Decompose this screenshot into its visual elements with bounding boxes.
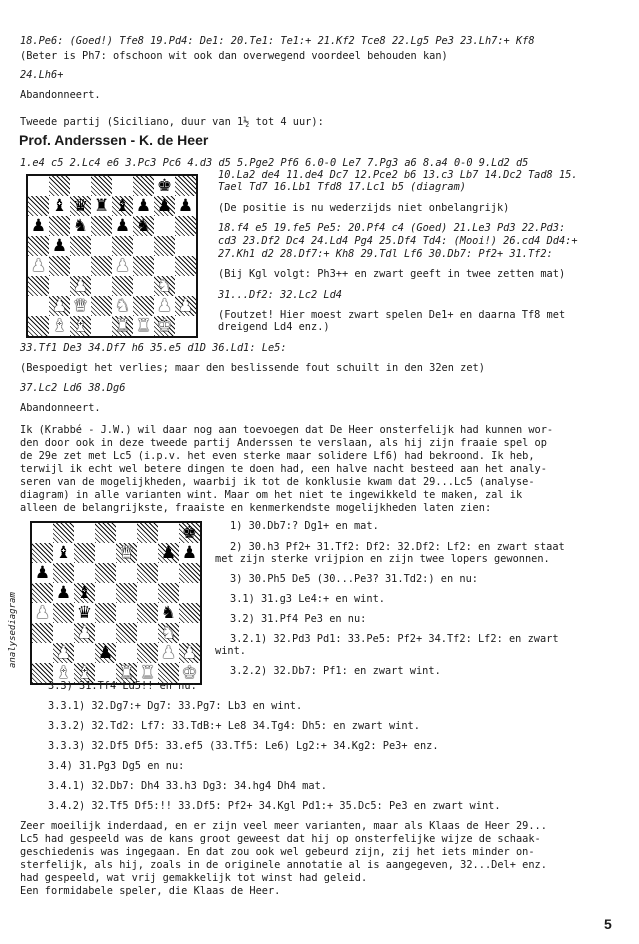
board-square: [28, 196, 49, 216]
board-square: [95, 543, 116, 563]
move-line: Tael Td7 16.Lb1 Tfd8 17.Lc1 b5 (diagram): [218, 181, 466, 193]
board-square: [95, 623, 116, 643]
board-square: [133, 236, 154, 256]
board-square: [91, 236, 112, 256]
closing-line: Een formidabele speler, die Klaas de Heer.: [20, 885, 281, 897]
black-pawn-icon: ♟: [135, 196, 152, 216]
board-square: [133, 176, 154, 196]
move-line: 1.e4 c5 2.Lc4 e6 3.Pc3 Pc6 4.d3 d5 5.Pge2 Pf6 6.0-0 Le7 7.Pg3 a6 8.a4 0-0 9.Ld2 d5: [20, 157, 529, 169]
board-square: [53, 603, 74, 623]
variation-line: wint.: [215, 645, 246, 657]
board-square: [95, 523, 116, 543]
board-square: [175, 316, 196, 336]
board-square: [49, 256, 70, 276]
board-square: [116, 603, 137, 623]
board-square: [137, 623, 158, 643]
white-queen-icon: ♛: [118, 543, 135, 563]
board-square: [91, 176, 112, 196]
black-bishop-icon: ♝: [51, 196, 68, 216]
move-line: 18.Pe6: (Goed!) Tfe8 19.Pd4: De1: 20.Te1: Te1:+ 21.Kf2 Tce8 22.Lg5 Pe3 23.Lh7:+ Kf8: [20, 35, 535, 47]
black-bishop-icon: ♝: [55, 543, 72, 563]
variation-line: 3) 30.Ph5 De5 (30...Pe3? 31.Td2:) en nu:: [230, 573, 478, 585]
white-rook-icon: ♜: [114, 316, 131, 336]
black-knight-icon: ♞: [160, 603, 177, 623]
move-line: 18.f4 e5 19.fe5 Pe5: 20.Pf4 c4 (Goed) 21.Le3 Pd3 22.Pd3:: [218, 222, 566, 234]
comment-line: de 29e zet met Lc5 (i.p.v. het even sterke maar solidere Lf6) had bekroond. Ik heb,: [20, 450, 535, 462]
variation-line: 2) 30.h3 Pf2+ 31.Tf2: Df2: 32.Df2: Lf2: en zwart staat: [230, 541, 565, 553]
white-rook-icon: ♜: [139, 663, 156, 683]
variation-line: 1) 30.Db7:? Dg1+ en mat.: [230, 520, 379, 532]
white-pawn-icon: ♟: [72, 276, 89, 296]
chess-diagram: [26, 174, 198, 338]
white-pawn-icon: ♟: [76, 623, 93, 643]
board-square: [158, 563, 179, 583]
move-line: cd3 23.Df2 Dc4 24.Ld4 Pg4 25.Df4 Td4: (Mooi!) 26.cd4 Dd4:+: [218, 235, 578, 247]
black-queen-icon: ♛: [72, 196, 89, 216]
board-square: [116, 643, 137, 663]
white-queen-icon: ♛: [72, 296, 89, 316]
board-square: [179, 603, 200, 623]
variation-line: 3.2.2) 32.Db7: Pf1: en zwart wint.: [230, 665, 441, 677]
closing-line: had gespeeld, wat vrij gemakkelijk tot winst had geleid.: [20, 872, 368, 884]
closing-line: Lc5 had gespeeld was de kans groot geweest dat hij op onsterfelijke wijze de schaak-: [20, 833, 541, 845]
board-square: [49, 176, 70, 196]
board-square: [137, 543, 158, 563]
move-line: 37.Lc2 Ld6 38.Dg6: [20, 382, 126, 394]
board-square: [95, 583, 116, 603]
board-square: [154, 216, 175, 236]
comment-line: den door ook in deze tweede partij Anderssen te verslaan, als hij zijn fraaie spel op: [20, 437, 547, 449]
board-square: [32, 643, 53, 663]
closing-line: sterfelijk, als hij, zoals in de originele annotatie al is aangegeven, 32...Del+ enz.: [20, 859, 547, 871]
move-line: 10.La2 de4 11.de4 Dc7 12.Pce2 b6 13.c3 Lb7 14.Dc2 Tad8 15.: [218, 169, 578, 181]
board-square: [179, 583, 200, 603]
board-square: [116, 563, 137, 583]
board-square: [49, 216, 70, 236]
black-pawn-icon: ♟: [114, 216, 131, 236]
board-square: [116, 523, 137, 543]
board-square: [95, 603, 116, 623]
black-pawn-icon: ♟: [55, 583, 72, 603]
annotation-line: (De positie is nu wederzijds niet onbelangrijk): [218, 202, 510, 214]
board-square: [28, 236, 49, 256]
board-square: [74, 523, 95, 543]
board-square: [91, 216, 112, 236]
comment-line: diagram) in alle varianten wint. Maar om het niet te ingewikkeld te maken, zal ik: [20, 489, 523, 501]
black-king-icon: ♚: [181, 523, 198, 543]
white-king-icon: ♚: [181, 663, 198, 683]
comment-line: Ik (Krabbé - J.W.) wil daar nog aan toevoegen dat De Heer onsterfelijk had kunnen wor-: [20, 424, 554, 436]
white-bishop-icon: ♝: [55, 663, 72, 683]
board-square: [28, 296, 49, 316]
board-square: [32, 543, 53, 563]
board-square: [74, 543, 95, 563]
board-square: [32, 523, 53, 543]
black-pawn-icon: ♟: [156, 196, 173, 216]
game-title: Prof. Anderssen - K. de Heer: [19, 132, 209, 148]
board-square: [91, 296, 112, 316]
board-square: [175, 176, 196, 196]
variation-line: 3.1) 31.g3 Le4:+ en wint.: [230, 593, 385, 605]
white-rook-icon: ♜: [135, 316, 152, 336]
black-pawn-icon: ♟: [30, 216, 47, 236]
board-square: [175, 256, 196, 276]
variation-line: 3.3.2) 32.Td2: Lf7: 33.TdB:+ Le8 34.Tg4: Dh5: en zwart wint.: [48, 720, 420, 732]
board-square: [74, 643, 95, 663]
board-square: [112, 236, 133, 256]
white-pawn-icon: ♟: [156, 296, 173, 316]
black-knight-icon: ♞: [135, 216, 152, 236]
move-line: 31...Df2: 32.Lc2 Ld4: [218, 289, 342, 301]
board-square: [112, 176, 133, 196]
variation-line: met zijn sterke vrijpion en zijn twee lopers gewonnen.: [215, 553, 550, 565]
variation-line: 3.3) 31.Tf4 Ld5!! en nu:: [48, 680, 197, 692]
comment-line: seren van de mogelijkheden, waarbij ik tot de konklusie kwam dat 29...Lc5 (analyse-: [20, 476, 535, 488]
white-bishop-icon: ♝: [51, 316, 68, 336]
board-square: [53, 623, 74, 643]
annotation-line: dreigend Ld4 enz.): [218, 321, 330, 333]
white-rook-icon: ♜: [118, 663, 135, 683]
board-square: [116, 583, 137, 603]
board-square: [137, 523, 158, 543]
white-pawn-icon: ♟: [160, 643, 177, 663]
white-knight-icon: ♞: [156, 276, 173, 296]
board-square: [70, 176, 91, 196]
board-square: [95, 563, 116, 583]
board-square: [133, 296, 154, 316]
black-pawn-icon: ♟: [34, 563, 51, 583]
white-pawn-icon: ♟: [177, 296, 194, 316]
board-square: [175, 236, 196, 256]
diagram-label: analysediagram: [8, 592, 18, 668]
black-queen-icon: ♛: [76, 603, 93, 623]
white-pawn-icon: ♟: [55, 643, 72, 663]
board-square: [158, 583, 179, 603]
black-king-icon: ♚: [156, 176, 173, 196]
board-square: [74, 563, 95, 583]
board-square: [91, 276, 112, 296]
black-pawn-icon: ♟: [181, 543, 198, 563]
board-square: [53, 563, 74, 583]
variation-line: 3.4) 31.Pg3 Dg5 en nu:: [48, 760, 185, 772]
board-square: [28, 276, 49, 296]
game-intro: Tweede partij (Siciliano, duur van 1½ tot 4 uur):: [20, 116, 324, 128]
board-square: [116, 623, 137, 643]
move-line: 24.Lh6+: [20, 69, 64, 81]
white-pawn-icon: ♟: [30, 256, 47, 276]
annotation-line: (Beter is Ph7: ofschoon wit ook dan overwegend voordeel behouden kan): [20, 50, 448, 62]
page-number: 5: [604, 916, 612, 932]
board-square: [133, 276, 154, 296]
white-pawn-icon: ♟: [114, 256, 131, 276]
board-square: [112, 276, 133, 296]
white-knight-icon: ♞: [160, 623, 177, 643]
board-square: [91, 256, 112, 276]
white-bishop-icon: ♝: [72, 316, 89, 336]
board-square: [28, 176, 49, 196]
annotation-line: (Bij Kgl volgt: Ph3++ en zwart geeft in twee zetten mat): [218, 268, 566, 280]
white-knight-icon: ♞: [114, 296, 131, 316]
board-square: [179, 563, 200, 583]
board-square: [137, 603, 158, 623]
board-square: [175, 216, 196, 236]
comment-line: alleen de belangrijkste, fraaiste en kenmerkendste mogelijkheden laten zien:: [20, 502, 492, 514]
board-square: [32, 623, 53, 643]
variation-line: 3.2.1) 32.Pd3 Pd1: 33.Pe5: Pf2+ 34.Tf2: Lf2: en zwart: [230, 633, 559, 645]
board-square: [137, 643, 158, 663]
annotation-line: (Bespoedigt het verlies; maar den beslissende fout schuilt in den 32en zet): [20, 362, 485, 374]
result-line: Abandonneert.: [20, 402, 101, 414]
white-pawn-icon: ♟: [51, 296, 68, 316]
board-square: [70, 256, 91, 276]
variation-line: 3.4.1) 32.Db7: Dh4 33.h3 Dg3: 34.hg4 Dh4 mat.: [48, 780, 327, 792]
move-line: 33.Tf1 De3 34.Df7 h6 35.e5 d1D 36.Ld1: Le5:: [20, 342, 287, 354]
black-rook-icon: ♜: [93, 196, 110, 216]
closing-line: geschiedenis was ingegaan. En dat zou ook wel gebeurd zijn, zij het iets minder on-: [20, 846, 535, 858]
board-square: [49, 276, 70, 296]
board-square: [91, 316, 112, 336]
black-bishop-icon: ♝: [114, 196, 131, 216]
board-square: [133, 256, 154, 276]
variation-line: 3.4.2) 32.Tf5 Df5:!! 33.Df5: Pf2+ 34.Kgl Pd1:+ 35.Dc5: Pe3 en zwart wint.: [48, 800, 501, 812]
board-square: [70, 236, 91, 256]
variation-line: 3.3.3) 32.Df5 Df5: 33.ef5 (33.Tf5: Le6) Lg2:+ 34.Kg2: Pe3+ enz.: [48, 740, 439, 752]
board-square: [28, 316, 49, 336]
black-pawn-icon: ♟: [160, 543, 177, 563]
annotation-line: (Foutzet! Hier moest zwart spelen De1+ en daarna Tf8 met: [218, 309, 566, 321]
black-pawn-icon: ♟: [177, 196, 194, 216]
variation-line: 3.3.1) 32.Dg7:+ Dg7: 33.Pg7: Lb3 en wint.: [48, 700, 303, 712]
board-square: [179, 623, 200, 643]
board-square: [154, 256, 175, 276]
black-bishop-icon: ♝: [76, 583, 93, 603]
white-king-icon: ♚: [156, 316, 173, 336]
variation-line: 3.2) 31.Pf4 Pe3 en nu:: [230, 613, 367, 625]
board-square: [137, 583, 158, 603]
comment-line: terwijl ik echt wel betere dingen te doen had, een halve nacht besteed aan het analy-: [20, 463, 547, 475]
board-square: [175, 276, 196, 296]
move-line: 27.Kh1 d2 28.Df7:+ Kh8 29.Tdl Lf6 30.Db7: Pf2+ 31.Tf2:: [218, 248, 553, 260]
analysis-diagram: [30, 521, 202, 685]
board-square: [154, 236, 175, 256]
closing-line: Zeer moeilijk inderdaad, en er zijn veel meer varianten, maar als Klaas de Heer 29...: [20, 820, 547, 832]
result-line: Abandonneert.: [20, 89, 101, 101]
white-pawn-icon: ♟: [34, 603, 51, 623]
black-pawn-icon: ♟: [97, 643, 114, 663]
white-pawn-icon: ♟: [181, 643, 198, 663]
board-square: [32, 583, 53, 603]
board-square: [158, 523, 179, 543]
board-square: [53, 523, 74, 543]
white-bishop-icon: ♝: [76, 663, 93, 683]
black-pawn-icon: ♟: [51, 236, 68, 256]
board-square: [137, 563, 158, 583]
black-knight-icon: ♞: [72, 216, 89, 236]
